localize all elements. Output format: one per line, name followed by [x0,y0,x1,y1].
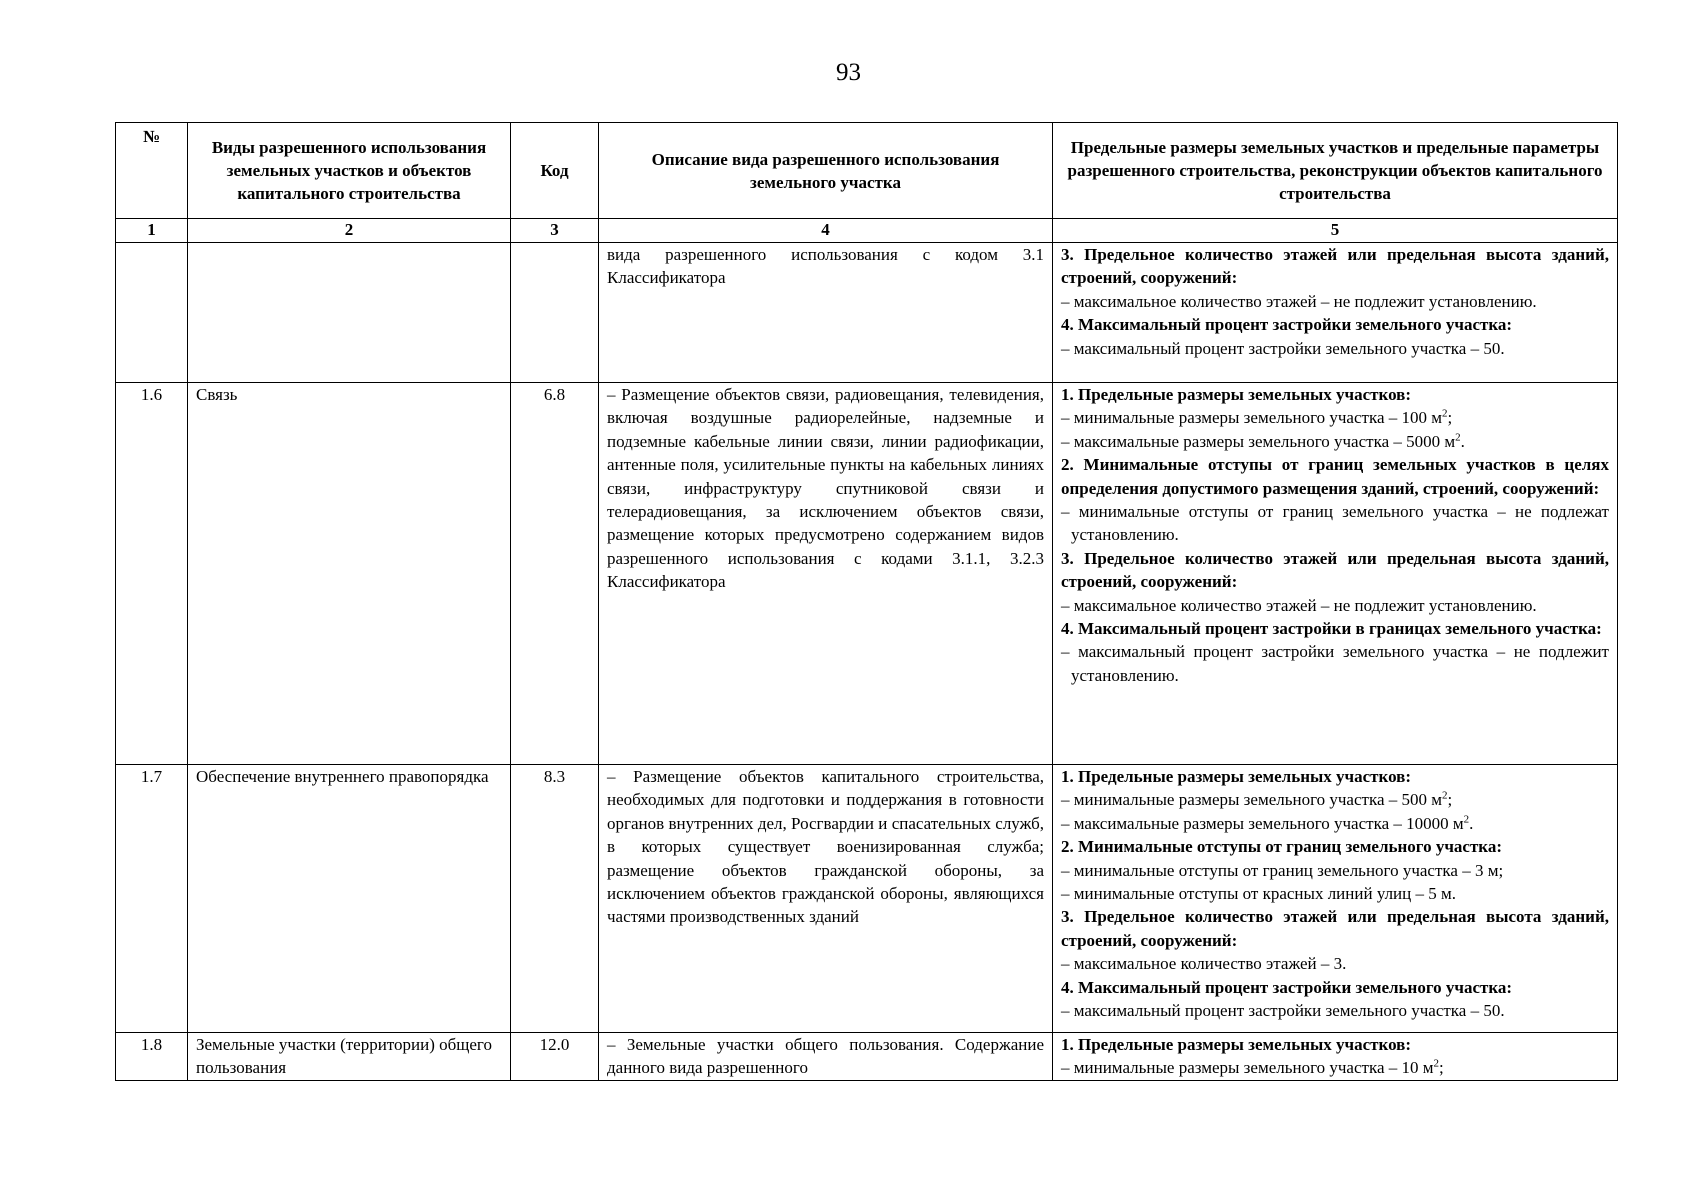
param-text: – минимальные размеры земельного участка – 10 м [1061,1058,1434,1078]
row-num: 1.8 [116,1033,188,1081]
description-text: – Размещение объектов связи, радиовещания, телевидения, включая воздушные радиорелейные, надземные и подземные кабельные линии связи, линии радиофикации, антенные поля, усилительные пункты на кабельных линиях связи, инфраструктуру спутниковой связи и телерадиовещания, за исключением объектов связи, размещение которых предусмотрено содержанием видов разрешенного использования с кодами 3.1.1, 3.2.3 Классификатора [607,385,1044,592]
header-description: Описание вида разрешенного использования земельного участка [599,123,1053,219]
param-heading [1061,976,1609,999]
param-text: – максимальный процент застройки земельного участка – 50. [1061,1001,1505,1021]
unit-superscript: 2 [1442,789,1448,802]
param-item [1061,406,1609,429]
column-number: 4 [599,219,1053,243]
column-number: 5 [1053,219,1618,243]
land-use-table [115,122,1618,1081]
param-heading [1061,617,1609,640]
header-params: Предельные размеры земельных участков и предельные параметры разрешенного строительства, реконструкции объектов капитального строительства [1053,123,1618,219]
param-text: – максимальное количество этажей – не подлежит установлению. [1061,595,1537,615]
param-item [1061,500,1609,547]
unit-superscript: 2 [1433,1057,1440,1070]
param-item [1061,952,1609,975]
table-header-row [116,123,1618,219]
row-kind: Обеспечение внутреннего правопорядка [188,765,511,1033]
param-item [1061,290,1609,313]
param-item [1061,999,1609,1022]
param-text: – максимальные размеры земельного участка – 5000 м [1061,431,1456,451]
param-heading [1061,453,1609,500]
table-row [116,243,1618,383]
description-text: – Земельные участки общего пользования. Содержание данного вида разрешенного [607,1035,1044,1078]
param-heading [1061,1033,1609,1056]
row-code: 8.3 [511,765,599,1033]
param-punctuation: ; [1439,1058,1444,1078]
param-text: 1. Предельные размеры земельных участков: [1061,385,1412,404]
row-description [599,765,1053,1033]
param-text: – минимальные размеры земельного участка – 100 м [1061,408,1443,428]
param-item [1061,812,1609,835]
description-text: вида разрешенного использования с кодом 3.1 Классификатора [607,245,1044,288]
param-heading [1061,243,1609,290]
row-code: 6.8 [511,383,599,765]
header-kinds: Виды разрешенного использования земельных участков и объектов капитального строительства [188,123,511,219]
param-text: 3. Предельное количество этажей или предельная высота зданий, строений, сооружений: [1061,245,1609,288]
column-number: 1 [116,219,188,243]
param-text: – максимальные размеры земельного участка – 10000 м [1061,813,1464,833]
param-text: – минимальные отступы от красных линий улиц – 5 м. [1061,884,1457,904]
row-num: 1.7 [116,765,188,1033]
table-row [116,383,1618,765]
row-kind: Связь [188,383,511,765]
param-punctuation: . [1460,431,1465,451]
row-description [599,383,1053,765]
description-text: – Размещение объектов капитального строительства, необходимых для подготовки и поддержания в готовности органов внутренних дел, Росгвардии и спасательных служб, в которых существует военизированная служба; размещение объектов гражданской обороны, за исключением объектов гражданской обороны, являющихся частями производственных зданий [607,767,1044,927]
unit-superscript: 2 [1442,407,1448,420]
param-item [1061,859,1609,882]
param-text: – минимальные отступы от границ земельного участка – 3 м; [1061,860,1504,880]
param-item [1061,1056,1609,1079]
column-number-row [116,219,1618,243]
header-code: Код [511,123,599,219]
row-num [116,243,188,383]
row-num: 1.6 [116,383,188,765]
param-text: 2. Минимальные отступы от границ земельного участка: [1061,837,1502,857]
param-heading [1061,313,1609,336]
unit-superscript: 2 [1463,813,1470,826]
row-params [1053,765,1618,1033]
param-text: – максимальное количество этажей – 3. [1061,954,1347,974]
param-text: 4. Максимальный процент застройки земельного участка: [1061,315,1513,335]
param-text: – минимальные отступы от границ земельного участка – не подлежат установлению. [1061,502,1609,545]
param-item [1061,640,1609,687]
unit-superscript: 2 [1455,431,1461,444]
param-text: 2. Минимальные отступы от границ земельных участков в целях определения допустимого размещения зданий, строений, сооружений: [1061,455,1609,498]
param-text: – максимальный процент застройки земельного участка – не подлежит установлению. [1061,642,1609,685]
param-heading [1061,835,1609,858]
param-item [1061,594,1609,617]
param-item [1061,430,1609,453]
param-text: 1. Предельные размеры земельных участков: [1061,1035,1412,1054]
row-code: 12.0 [511,1033,599,1081]
param-text: 1. Предельные размеры земельных участков: [1061,767,1412,786]
param-punctuation: ; [1447,408,1453,428]
row-params [1053,383,1618,765]
row-kind: Земельные участки (территории) общего пользования [188,1033,511,1081]
param-heading [1061,765,1609,788]
row-kind [188,243,511,383]
param-item [1061,788,1609,811]
table-row [116,765,1618,1033]
row-params [1053,243,1618,383]
param-text: 3. Предельное количество этажей или предельная высота зданий, строений, сооружений: [1061,907,1609,950]
param-heading [1061,905,1609,952]
param-text: – минимальные размеры земельного участка – 500 м [1061,790,1443,810]
row-code [511,243,599,383]
param-heading [1061,383,1609,406]
row-params [1053,1033,1618,1081]
param-text: – максимальное количество этажей – не подлежит установлению. [1061,291,1537,311]
param-text: 4. Максимальный процент застройки в границах земельного участка: [1061,619,1602,639]
header-num: № [116,123,188,219]
param-item [1061,337,1609,360]
row-description [599,243,1053,383]
table-row [116,1033,1618,1081]
param-text: – максимальный процент застройки земельного участка – 50. [1061,338,1505,358]
column-number: 3 [511,219,599,243]
param-punctuation: . [1469,813,1474,833]
param-text: 3. Предельное количество этажей или предельная высота зданий, строений, сооружений: [1061,548,1609,592]
param-item [1061,882,1609,905]
param-text: 4. Максимальный процент застройки земельного участка: [1061,977,1513,997]
row-description [599,1033,1053,1081]
page-number: 93 [836,59,861,86]
param-heading [1061,547,1609,594]
param-punctuation: ; [1447,790,1453,810]
column-number: 2 [188,219,511,243]
